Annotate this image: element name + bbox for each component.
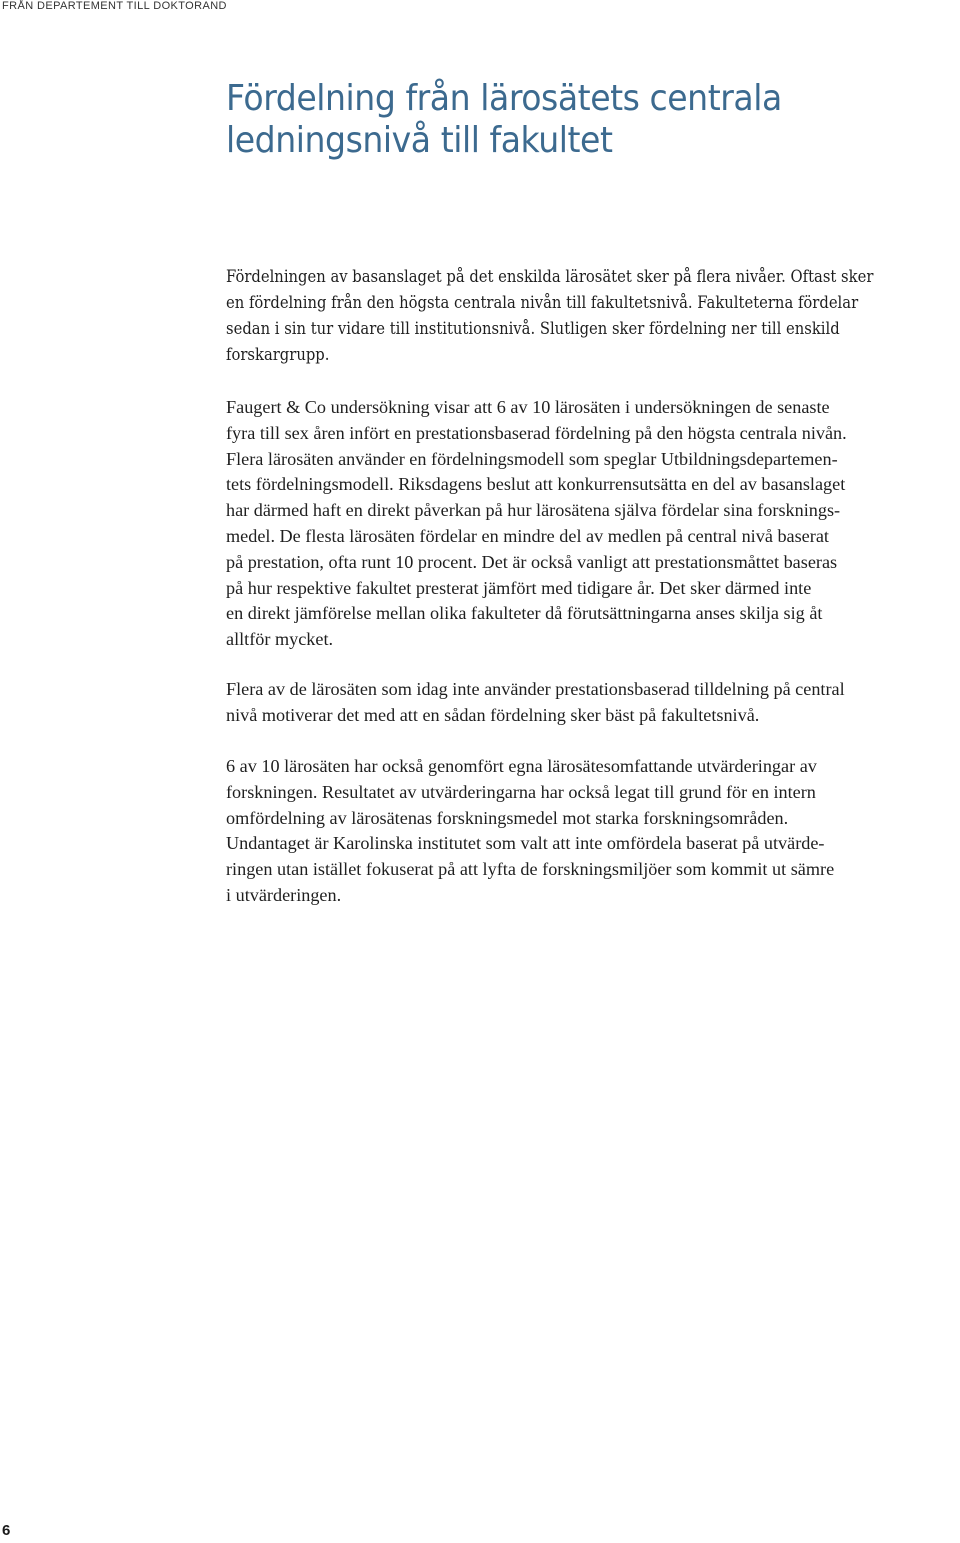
text-line: på hur respektive fakultet presterat jämfört med tidigare år. Det sker därmed inte bbox=[226, 577, 812, 598]
page-title bbox=[226, 78, 888, 162]
text-line: en direkt jämförelse mellan olika fakulteter då förutsättningarna anses skilja sig åt bbox=[226, 603, 823, 624]
page-title-line: Fördelning från lärosätets centrala bbox=[226, 78, 782, 119]
text-line: forskningen. Resultatet av utvärderingarna har också legat till grund för en intern bbox=[226, 781, 816, 802]
text-line: fyra till sex åren infört en prestationsbaserad fördelning på den högsta centrala nivån. bbox=[226, 422, 847, 443]
text-line: Flera lärosäten använder en fördelningsmodell som speglar Utbildningsdepartemen- bbox=[226, 448, 838, 469]
text-line: ringen utan istället fokuserat på att lyfta de forskningsmiljöer som kommit ut sämre bbox=[226, 859, 835, 880]
text-line: omfördelning av lärosätenas forskningsmedel mot starka forskningsområden. bbox=[226, 807, 789, 828]
page-number: 6 bbox=[2, 1522, 11, 1539]
page-title-line: ledningsnivå till fakultet bbox=[226, 120, 613, 161]
text-line: har därmed haft en direkt påverkan på hur lärosätena själva fördelar sina forsknings- bbox=[226, 500, 841, 521]
text-line: Undantaget är Karolinska institutet som valt att inte omfördela baserat på utvärde- bbox=[226, 833, 825, 854]
body-paragraph-2 bbox=[226, 677, 960, 729]
text-line: Flera av de lärosäten som idag inte använder prestationsbaserad tilldelning på central bbox=[226, 679, 845, 699]
text-line: medel. De flesta lärosäten fördelar en mindre del av medlen på central nivå baserat bbox=[226, 525, 829, 546]
text-line: Faugert & Co undersökning visar att 6 av 10 lärosäten i undersökningen de senaste bbox=[226, 397, 830, 417]
intro-paragraph bbox=[226, 264, 960, 368]
text-line: forskargrupp. bbox=[226, 345, 330, 364]
text-line: Fördelningen av basanslaget på det enskilda lärosätet sker på flera nivåer. Oftast sker bbox=[226, 267, 874, 286]
body-paragraph-3 bbox=[226, 754, 960, 909]
text-line: 6 av 10 lärosäten har också genomfört egna lärosätesomfattande utvärderingar av bbox=[226, 756, 817, 776]
text-line: nivå motiverar det med att en sådan fördelning sker bäst på fakultetsnivå. bbox=[226, 704, 760, 725]
text-line: tets fördelningsmodell. Riksdagens beslut att konkurrensutsätta en del av basanslaget bbox=[226, 474, 846, 495]
text-line: på prestation, ofta runt 10 procent. Det är också vanligt att prestationsmåttet baseras bbox=[226, 551, 838, 572]
text-line: alltför mycket. bbox=[226, 629, 334, 650]
text-line: i utvärderingen. bbox=[226, 884, 342, 905]
text-line: en fördelning från den högsta centrala nivån till fakultetsnivå. Fakulteterna fördelar bbox=[226, 293, 859, 312]
running-head: FRÅN DEPARTEMENT TILL DOKTORAND bbox=[2, 0, 227, 12]
body-paragraph-1 bbox=[226, 395, 960, 653]
text-line: sedan i sin tur vidare till institutionsnivå. Slutligen sker fördelning ner till enskild bbox=[226, 319, 840, 338]
